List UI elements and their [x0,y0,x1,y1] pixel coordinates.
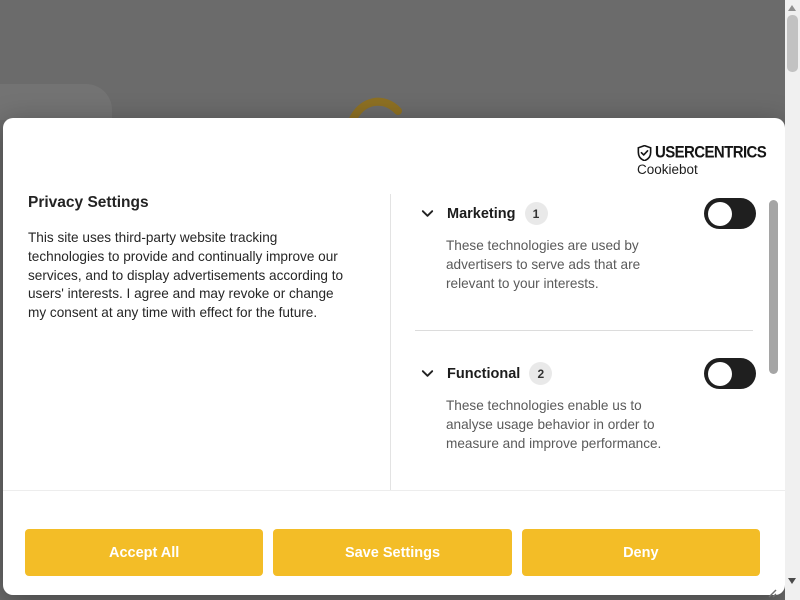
dialog-scrollbar-thumb[interactable] [769,200,778,374]
category-row-marketing [415,198,756,229]
logo-brand-text: USERCENTRICS [655,142,767,163]
scroll-down-arrow-icon[interactable] [788,578,796,584]
dialog-title: Privacy Settings [28,194,149,211]
category-row-functional [415,358,756,389]
usercentrics-logo [637,144,767,177]
functional-toggle[interactable] [704,358,756,389]
dialog-footer [3,490,785,595]
cookie-consent-dialog [3,118,785,595]
category-count-badge: 2 [529,362,552,385]
marketing-toggle[interactable] [704,198,756,229]
browser-scrollbar[interactable] [785,0,800,600]
toggle-knob [708,202,732,226]
button-row [25,529,760,576]
logo-product-text: Cookiebot [637,162,698,177]
category-name: Functional [447,365,521,382]
dimmed-page-card [0,84,112,120]
toggle-knob [708,362,732,386]
dialog-description: This site uses third-party website tracking technologies to provide and continually improve our services, and to display advertisements according to users' interests. I agree and may revoke or change my consent at any time with effect for the future. [28,230,344,321]
shield-check-icon [637,145,652,161]
save-settings-button[interactable]: Save Settings [273,529,511,576]
chevron-down-icon[interactable] [420,206,435,221]
scroll-up-arrow-icon[interactable] [788,5,796,11]
deny-button[interactable]: Deny [522,529,760,576]
browser-scrollbar-thumb[interactable] [787,15,798,72]
chevron-down-icon[interactable] [420,366,435,381]
category-name: Marketing [447,205,516,222]
resize-grip-icon[interactable] [766,587,777,598]
accept-all-button[interactable]: Accept All [25,529,263,576]
section-separator [415,330,753,331]
category-description: These technologies are used by advertisers to serve ads that are relevant to your interests. [446,238,641,291]
category-description: These technologies enable us to analyse usage behavior in order to measure and improve performance. [446,398,662,451]
category-count-badge: 1 [525,202,548,225]
column-divider [390,194,391,490]
